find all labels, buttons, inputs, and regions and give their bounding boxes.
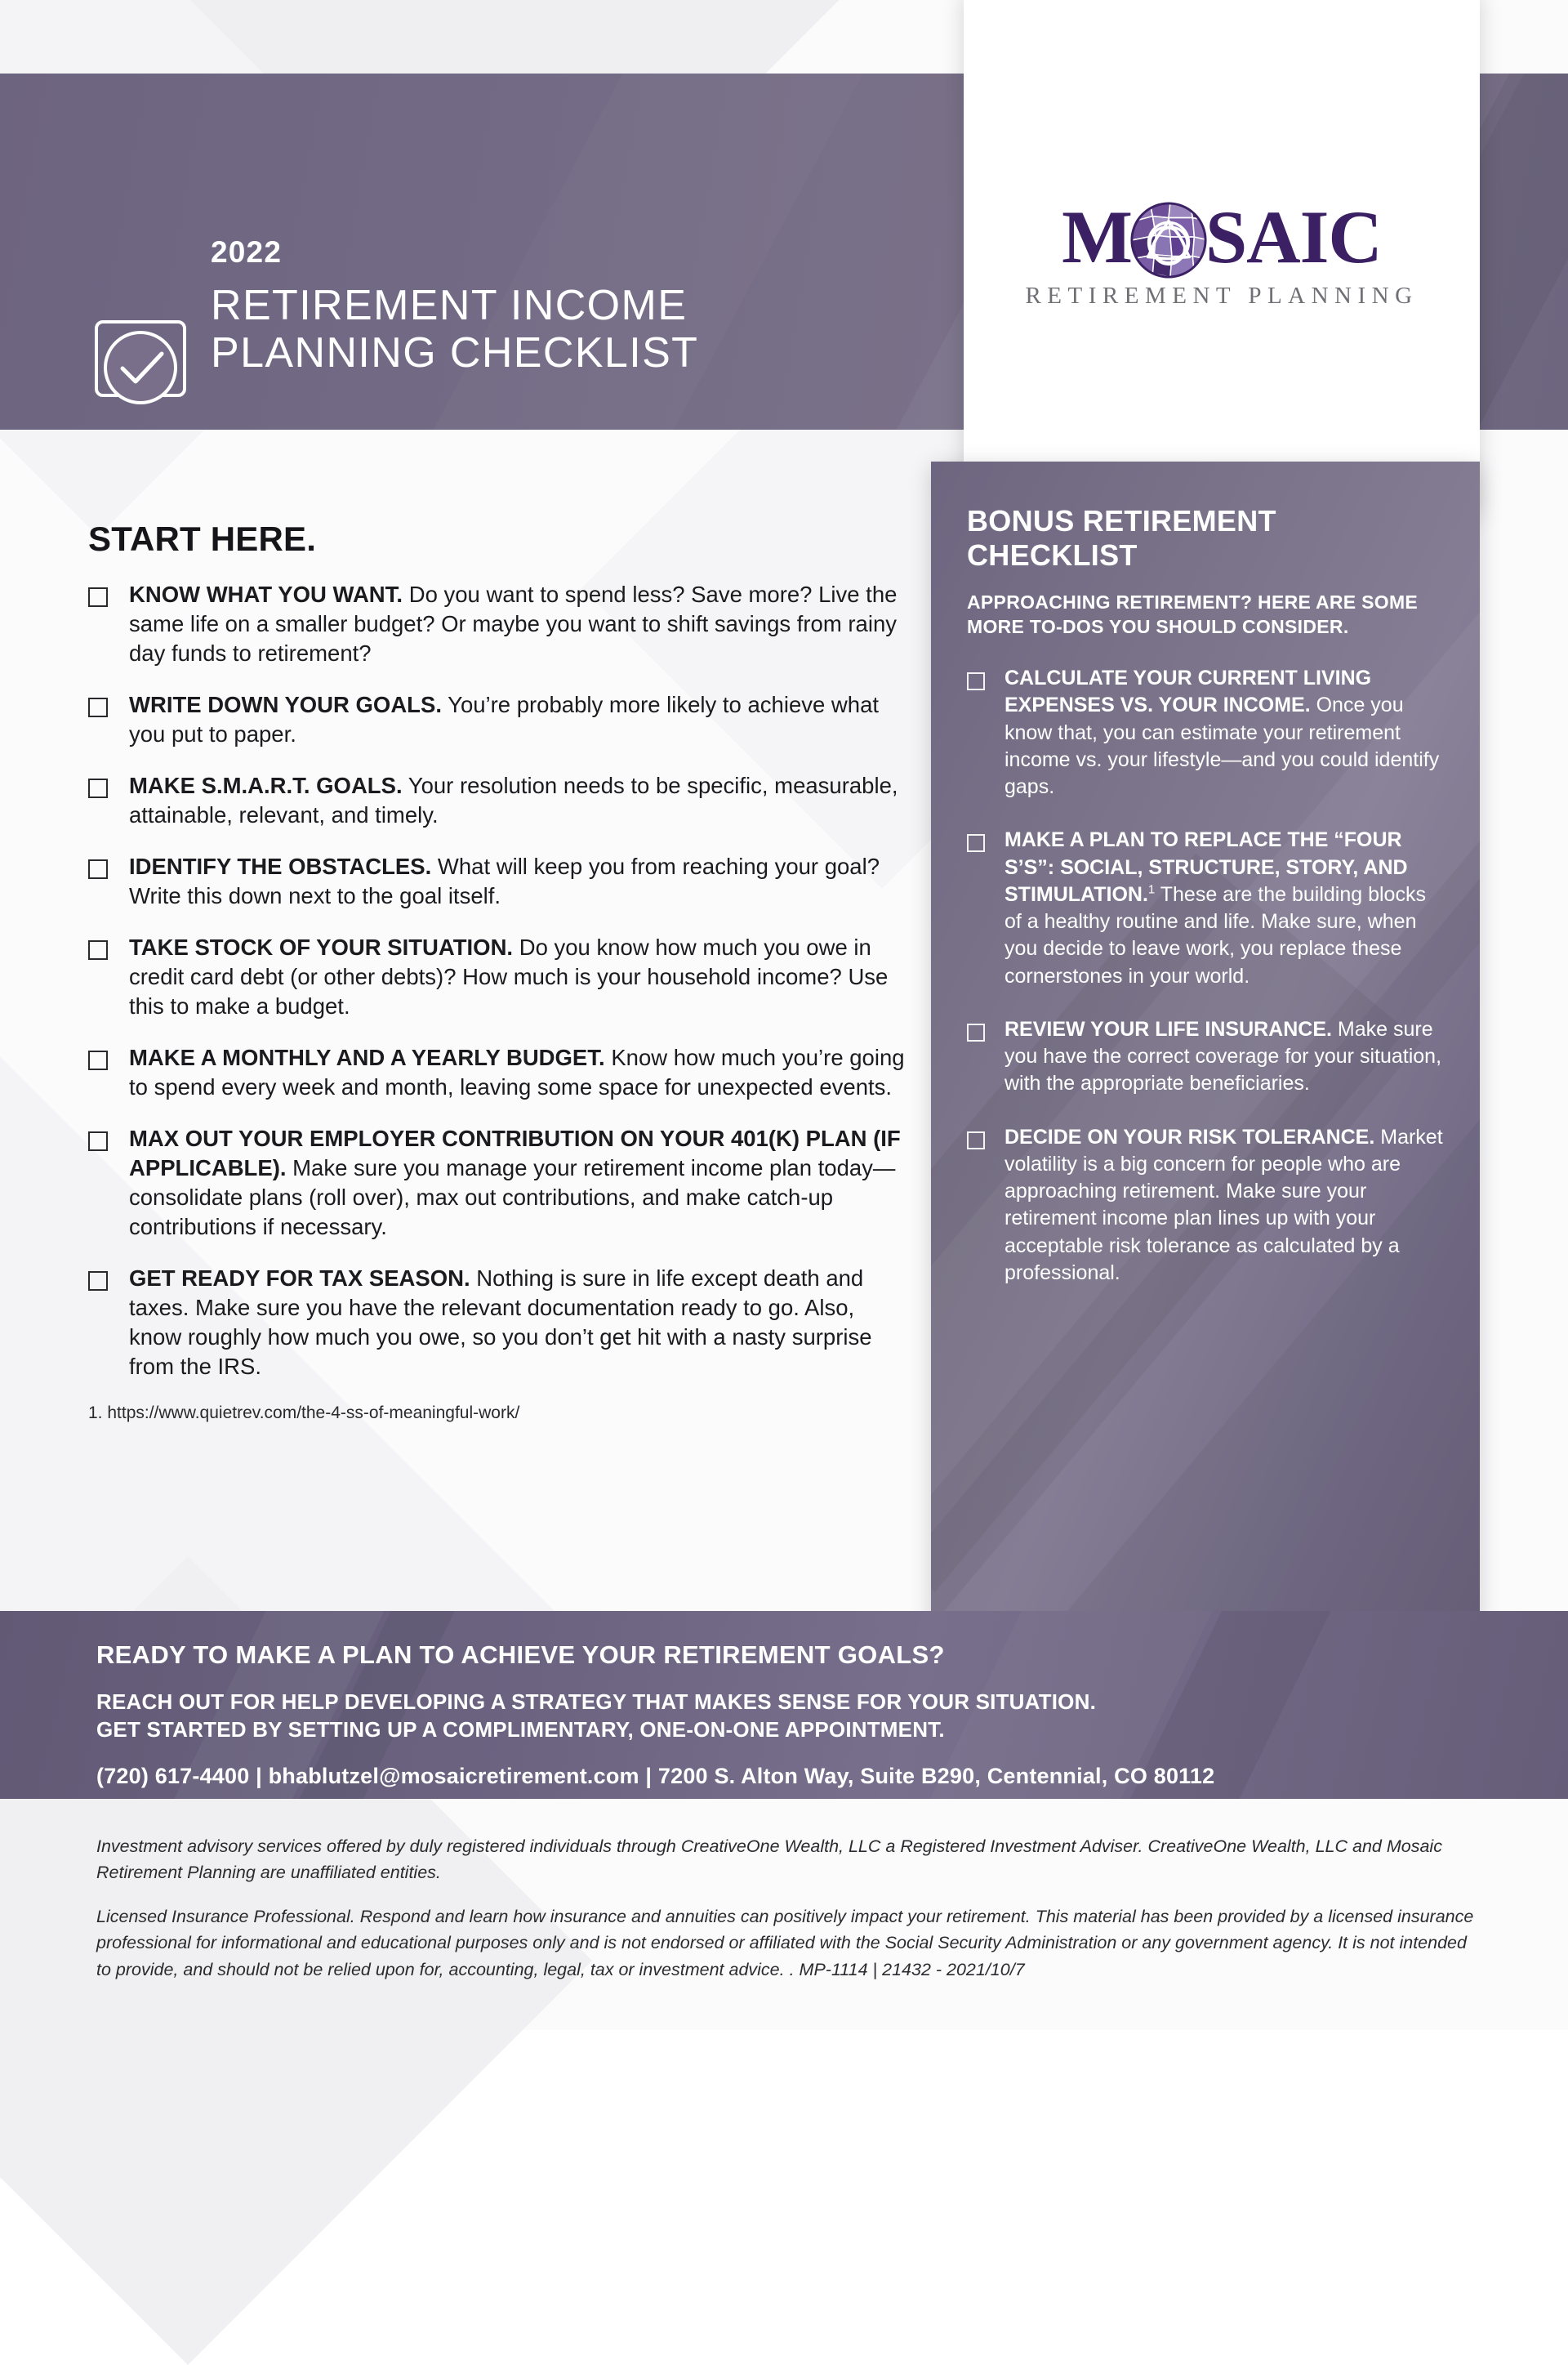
bonus-checklist-item-text (1004, 1124, 1444, 1287)
checklist-item (88, 771, 905, 830)
footnote-link[interactable]: 1. https://www.quietrev.com/the-4-ss-of-meaningful-work/ (88, 1403, 520, 1423)
bonus-title-line2: CHECKLIST (967, 538, 1138, 573)
checklist-item-title: GET READY FOR TAX SEASON. (129, 1265, 470, 1292)
checkbox-icon[interactable] (88, 1271, 108, 1291)
checkbox-icon[interactable] (967, 672, 985, 690)
footnote-marker: 1 (1147, 882, 1156, 897)
bonus-checklist-item-text (1004, 1016, 1444, 1098)
logo-box (964, 0, 1480, 515)
bonus-checklist-item-title: REVIEW YOUR LIFE INSURANCE. (1004, 1017, 1332, 1041)
checkbox-icon[interactable] (88, 1131, 108, 1151)
checklist-item-text (129, 852, 905, 911)
cta-heading: READY TO MAKE A PLAN TO ACHIEVE YOUR RETIREMENT GOALS? (96, 1640, 945, 1669)
checkbox-icon[interactable] (88, 940, 108, 960)
header-title-line2: PLANNING CHECKLIST (211, 329, 699, 377)
bonus-checklist-item-title: DECIDE ON YOUR RISK TOLERANCE. (1004, 1125, 1375, 1149)
checklist-item (88, 690, 905, 749)
header-year: 2022 (211, 235, 283, 269)
bonus-subtitle: APPROACHING RETIREMENT? HERE ARE SOME MORE TO-DOS YOU SHOULD CONSIDER. (967, 591, 1419, 637)
start-here-column (88, 520, 905, 1423)
checkbox-icon[interactable] (88, 587, 108, 607)
bonus-checklist-item (967, 1016, 1444, 1098)
checklist-item-text (129, 1124, 905, 1242)
checklist-item (88, 1264, 905, 1381)
cta-line-2: GET STARTED BY SETTING UP A COMPLIMENTARY, ONE-ON-ONE APPOINTMENT. (96, 1717, 945, 1743)
checkbox-icon[interactable] (88, 779, 108, 798)
mosaic-triquetra-icon (1129, 200, 1209, 280)
bonus-checklist-item-body: Once you know that, you can estimate your retirement income vs. your lifestyle—and you could identify gaps. (1004, 694, 1440, 799)
bonus-checklist-item (967, 1124, 1444, 1287)
checklist-item-body: Do you want to spend less? Save more? Live the same life on a smaller budget? Or maybe you want to shift savings from rainy day funds to retirement? (129, 582, 898, 667)
logo-word-saic: SAIC (1205, 195, 1382, 279)
checklist-item-body: You’re probably more likely to achieve what you put to paper. (129, 692, 880, 747)
logo-word-m: M (1062, 195, 1132, 279)
checklist-item-body: Nothing is sure in life except death and taxes. Make sure you have the relevant documentation ready to go. Also, know roughly how much you owe, so you don’t get hit with a nasty surprise from the IRS. (129, 1265, 872, 1380)
disclaimer-paragraph-2: Licensed Insurance Professional. Respond and learn how insurance and annuities can positively impact your retirement. This material has been provided by a licensed insurance professional for informational and educational purposes only and is not endorsed or affiliated with the Social Security Administration or any government agency. It is not intended to provide, and should not be relied upon for, accounting, legal, tax or investment advice. . MP-1114 | 21432 - 2021/10/7 (96, 1907, 1474, 1979)
cta-footer-band (0, 1611, 1568, 1799)
checklist-item (88, 1124, 905, 1242)
mosaic-logo (1001, 195, 1442, 310)
bonus-checklist-item-body: Make sure you have the correct coverage for your situation, with the appropriate beneficiaries. (1004, 1017, 1442, 1095)
checklist-item-text (129, 771, 905, 830)
checklist-item-body: Do you know how much you owe in credit card debt (or other debts)? How much is your household income? Use this to make a budget. (129, 935, 889, 1020)
checklist-item-title: MAX OUT YOUR EMPLOYER CONTRIBUTION ON YOUR 401(K) PLAN (IF APPLICABLE). (129, 1126, 901, 1181)
checklist-item-body: What will keep you from reaching your goal? Write this down next to the goal itself. (129, 854, 880, 909)
checklist-item-body: Make sure you manage your retirement income plan today—consolidate plans (roll over), max out contributions, and make catch-up contributions if necessary. (129, 1155, 896, 1240)
cta-line-1: REACH OUT FOR HELP DEVELOPING A STRATEGY THAT MAKES SENSE FOR YOUR SITUATION. (96, 1689, 1097, 1714)
header-title-line1: RETIREMENT INCOME (211, 282, 688, 329)
checkbox-icon[interactable] (88, 859, 108, 879)
checklist-item-title: KNOW WHAT YOU WANT. (129, 582, 403, 607)
checklist-item-text (129, 580, 905, 668)
checklist-item-body: Know how much you’re going to spend every week and month, leaving some space for unexpected events. (129, 1045, 905, 1100)
checklist-item-title: TAKE STOCK OF YOUR SITUATION. (129, 935, 514, 961)
bonus-checklist-item-body: Market volatility is a big concern for people who are approaching retirement. Make sure your retirement income plan lines up with your acceptable risk tolerance as calculated by a professional. (1004, 1125, 1443, 1284)
bonus-checklist-item (967, 827, 1444, 990)
checklist-item (88, 933, 905, 1021)
contact-line[interactable]: (720) 617-4400 | bhablutzel@mosaicretirement.com | 7200 S. Alton Way, Suite B290, Centennial, CO 80112 (96, 1763, 1215, 1788)
checklist-item-text (129, 1043, 905, 1102)
bonus-title-line1: BONUS RETIREMENT (967, 504, 1276, 538)
checkbox-icon[interactable] (88, 698, 108, 717)
checklist-check-icon (88, 309, 193, 413)
checkbox-icon[interactable] (967, 1024, 985, 1042)
checkbox-icon[interactable] (88, 1051, 108, 1070)
checklist-item-title: MAKE A MONTHLY AND A YEARLY BUDGET. (129, 1045, 605, 1071)
checklist-item-text (129, 933, 905, 1021)
checklist-item (88, 852, 905, 911)
disclaimer-paragraph-1: Investment advisory services offered by duly registered individuals through CreativeOne Wealth, LLC a Registered Investment Adviser. CreativeOne Wealth, LLC and Mosaic Retirement Planning are unaffiliated entities. (96, 1836, 1442, 1883)
checkbox-icon[interactable] (967, 1131, 985, 1149)
bonus-checklist-item-title: MAKE A PLAN TO REPLACE THE “FOUR S’S”: SOCIAL, STRUCTURE, STORY, AND STIMULATION. (1004, 828, 1408, 906)
checkbox-icon[interactable] (967, 834, 985, 852)
checklist-item (88, 1043, 905, 1102)
bonus-checklist-item-title: CALCULATE YOUR CURRENT LIVING EXPENSES VS. YOUR INCOME. (1004, 667, 1372, 717)
bonus-checklist-item-body: These are the building blocks of a healthy routine and life. Make sure, when you decide to leave work, you replace these cornerstones in your world. (1004, 882, 1426, 988)
bonus-checklist-item-text (1004, 827, 1444, 990)
checklist-item-text (129, 690, 905, 749)
checklist-item-body: Your resolution needs to be specific, measurable, attainable, relevant, and timely. (129, 773, 898, 828)
checklist-item-title: WRITE DOWN YOUR GOALS. (129, 692, 442, 718)
bonus-checklist-item-text (1004, 665, 1444, 801)
header-text-group (211, 237, 698, 377)
start-here-heading: START HERE. (88, 520, 317, 558)
logo-tagline: RETIREMENT PLANNING (1025, 282, 1419, 309)
bonus-checklist-item (967, 665, 1444, 801)
checklist-item (88, 580, 905, 668)
checklist-item-text (129, 1264, 905, 1381)
checklist-item-title: IDENTIFY THE OBSTACLES. (129, 854, 432, 880)
checklist-item-title: MAKE S.M.A.R.T. GOALS. (129, 773, 403, 799)
bonus-checklist-panel (931, 462, 1480, 1625)
